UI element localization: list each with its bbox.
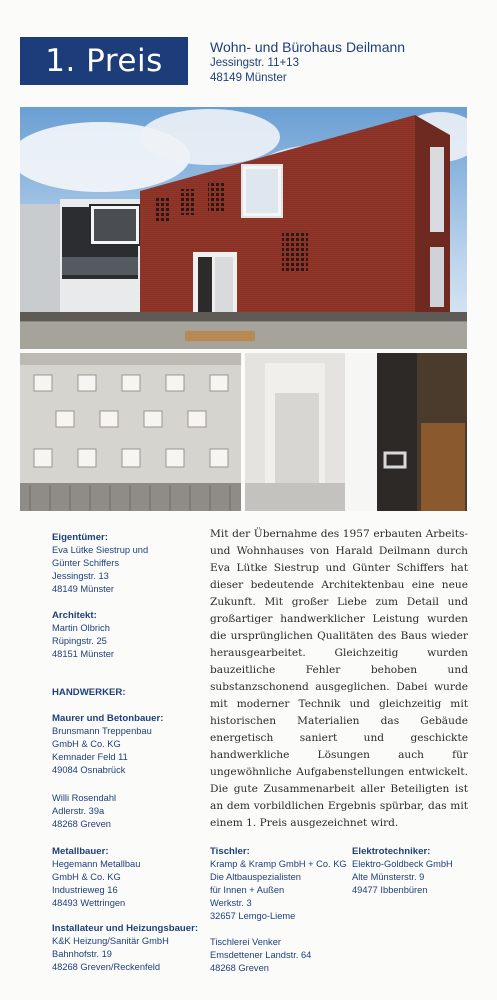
carpenter2-block <box>210 936 311 975</box>
carpenter-line: Kramp & Kramp GmbH + Co. KG <box>210 859 347 869</box>
owner-line: Jessingstr. 13 <box>52 571 109 581</box>
mason-line: Kemnader Feld 11 <box>52 752 128 762</box>
carpenter-line: 32657 Lemgo-Lieme <box>210 911 296 921</box>
metal-block <box>52 845 140 910</box>
award-badge-label: 1. Preis <box>45 43 163 79</box>
perforated-wall-image <box>20 353 241 511</box>
mason-line: Brunsmann Treppenbau <box>52 726 152 736</box>
carpenter-line: Die Altbauspezialisten <box>210 872 301 882</box>
carpenter-label: Tischler: <box>210 846 250 857</box>
owner-label: Eigentümer: <box>52 532 108 543</box>
architect-label: Architekt: <box>52 610 97 621</box>
owner-line: Günter Schiffers <box>52 558 120 568</box>
owner-line: Eva Lütke Siestrup und <box>52 545 149 555</box>
heating-label: Installateur und Heizungsbauer: <box>52 923 199 934</box>
electric-line: Elektro-Goldbeck GmbH <box>352 859 453 869</box>
carpenter2-line: Emsdettener Landstr. 64 <box>210 950 312 960</box>
carpenter-line: Werkstr. 3 <box>210 898 252 908</box>
metal-line: 48493 Wettringen <box>52 898 126 908</box>
project-title: Wohn- und Bürohaus Deilmann <box>210 39 406 55</box>
owner-block <box>52 531 148 596</box>
metal-line: Hegemann Metallbau <box>52 859 141 869</box>
mason2-block <box>52 792 116 831</box>
interior-wall-photo <box>20 353 241 511</box>
carpenter2-line: 48268 Greven <box>210 963 269 973</box>
mason-line: GmbH & Co. KG <box>52 739 121 749</box>
mason-line: 49084 Osnabrück <box>52 765 126 775</box>
crafts-heading-block <box>52 686 126 699</box>
project-street: Jessingstr. 11+13 <box>210 57 299 69</box>
interior-stair-photo <box>245 353 467 511</box>
electric-label: Elektrotechniker: <box>352 846 431 857</box>
metal-label: Metallbauer: <box>52 846 109 857</box>
building-exterior-image <box>20 107 467 349</box>
heating-line: Bahnhofstr. 19 <box>52 949 112 959</box>
mason2-line: 48268 Greven <box>52 819 111 829</box>
carpenter2-line: Tischlerei Venker <box>210 937 281 947</box>
mason-label: Maurer und Betonbauer: <box>52 713 164 724</box>
electric-line: Alte Münsterstr. 9 <box>352 872 425 882</box>
mason2-line: Adlerstr. 39a <box>52 806 105 816</box>
electric-block <box>352 845 453 897</box>
heating-line: K&K Heizung/Sanitär GmbH <box>52 936 169 946</box>
heating-line: 48268 Greven/Reckenfeld <box>52 962 161 972</box>
architect-line: 48151 Münster <box>52 649 115 659</box>
architect-line: Martin Olbrich <box>52 623 110 633</box>
project-city: 48149 Münster <box>210 72 287 84</box>
carpenter-line: für Innen + Außen <box>210 885 285 895</box>
project-heading <box>210 38 405 86</box>
staircase-interior-image <box>245 353 467 511</box>
owner-line: 48149 Münster <box>52 584 115 594</box>
main-building-photo <box>20 107 467 349</box>
architect-line: Rüpingstr. 25 <box>52 636 107 646</box>
mason2-line: Willi Rosendahl <box>52 793 117 803</box>
architect-block <box>52 609 114 661</box>
crafts-heading: HANDWERKER: <box>52 687 126 698</box>
description-text: Mit der Übernahme des 1957 erbauten Arbeits- und Wohnhauses von Harald Deilmann durch Eva Lütke Siestrup und Günter Schiffers hat dieser bedeutende Architektenbau eine neue Zukunft. Mit großer Liebe zum Detail und großartiger handwerklicher Leistung wurden die ursprünglichen Qualitäten des Baus wieder herausgearbeitet. Gleichzeitig wurden bauzeitliche Fehler behoben und substanzschonend ausgeglichen. Dabei wurde mit moderner Technik und gleichzeitig mit historischen Materialien das Gebäude energetisch saniert und geschickte handwerkliche Lösungen auch für ungewöhnliche Aufgabenstellungen entwickelt. Die gute Zusammenarbeit aller Beteiligten ist an dem vorbildlichen Ergebnis spürbar, das mit einem 1. Preis ausgezeichnet wird. <box>210 528 468 829</box>
mason-block <box>52 712 163 777</box>
award-badge <box>20 37 188 85</box>
heating-block <box>52 922 198 974</box>
electric-line: 49477 Ibbenbüren <box>352 885 428 895</box>
metal-line: GmbH & Co. KG <box>52 872 121 882</box>
carpenter-block <box>210 845 347 923</box>
metal-line: Industrieweg 16 <box>52 885 118 895</box>
